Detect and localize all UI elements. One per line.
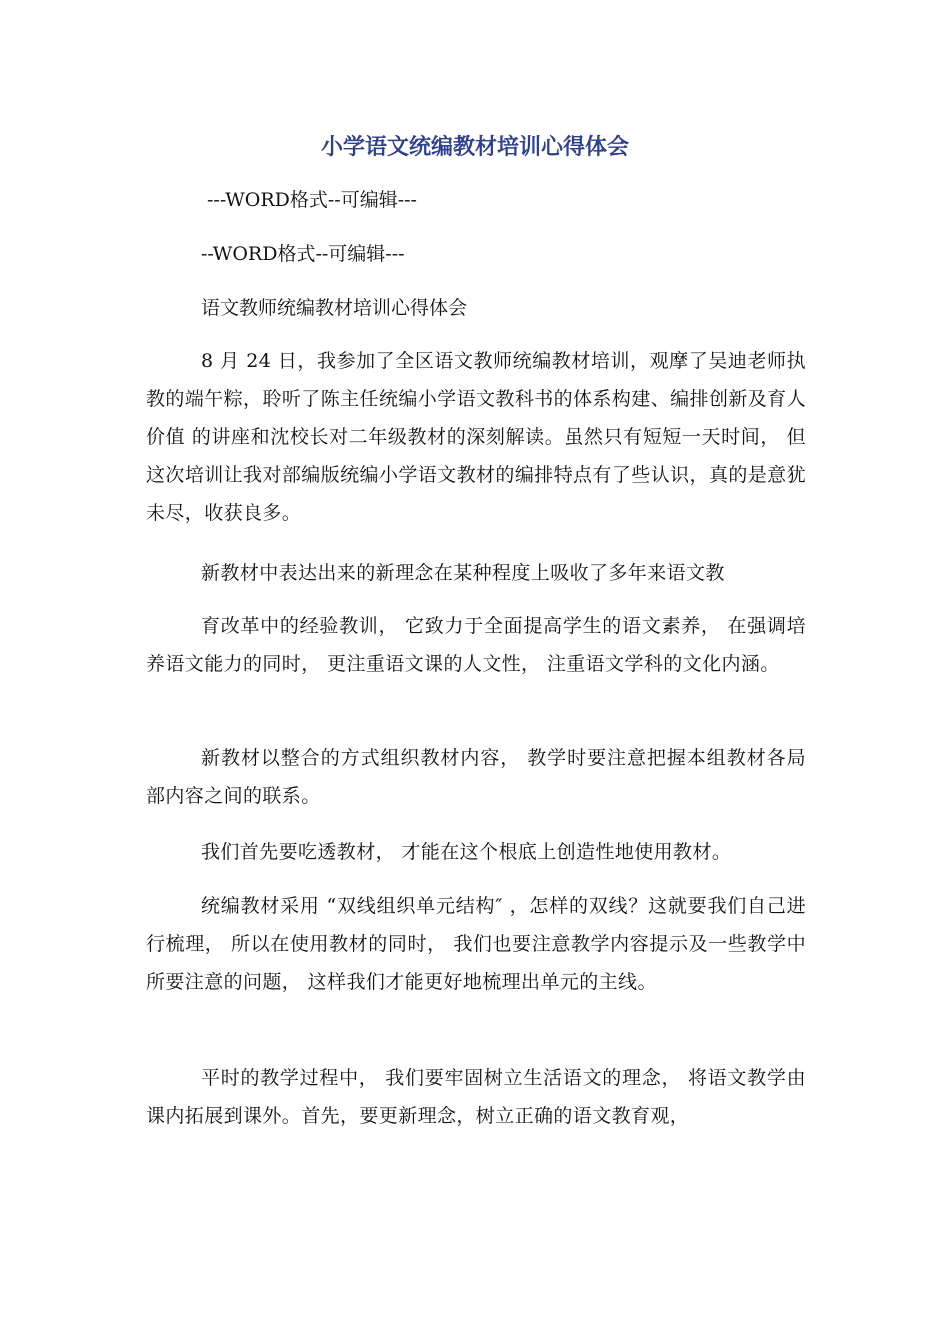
format-line-1: ---WORD格式--可编辑--- [207,189,417,211]
document-subtitle: 语文教师统编教材培训心得体会 [201,297,468,319]
paragraph-7: 平时的教学过程中， 我们要牢固树立生活语文的理念， 将语文教学由课内拓展到课外。首先，要更新理念，树立正确的语文教育观， [146,1067,806,1127]
paragraph-4: 新教材以整合的方式组织教材内容， 教学时要注意把握本组教材各局部内容之间的联系。 [146,747,806,807]
paragraph-3: 育改革中的经验教训， 它致力于全面提高学生的语文素养， 在强调培养语文能力的同时， 更注重语文课的人文性， 注重语文学科的文化内涵。 [146,615,806,675]
format-line-2: --WORD格式--可编辑--- [201,243,405,265]
paragraph-6: 统编教材采用 “双线组织单元结构″ ，怎样的双线？这就要我们自己进行梳理， 所以在使用教材的同时， 我们也要注意教学内容提示及一些教学中所要注意的问题， 这样我们才能更好地梳理出单元的主线。 [146,895,806,993]
paragraph-2: 新教材中表达出来的新理念在某种程度上吸收了多年来语文教 [201,562,725,584]
paragraph-5: 我们首先要吃透教材， 才能在这个根底上创造性地使用教材。 [201,841,732,863]
paragraph-1: 8 月 24 日，我参加了全区语文教师统编教材培训，观摩了吴迪老师执教的端午粽，聆听了陈主任统编小学语文教科书的体系构建、编排创新及育人价值 的讲座和沈校长对二年级教材的深刻解读。虽然只有短短一天时间， 但这次培训让我对部编版统编小学语文教材的编排特点有了些认识，真的是意犹未尽，收获良多。 [146,350,806,524]
document-title: 小学语文统编教材培训心得体会 [320,135,629,160]
